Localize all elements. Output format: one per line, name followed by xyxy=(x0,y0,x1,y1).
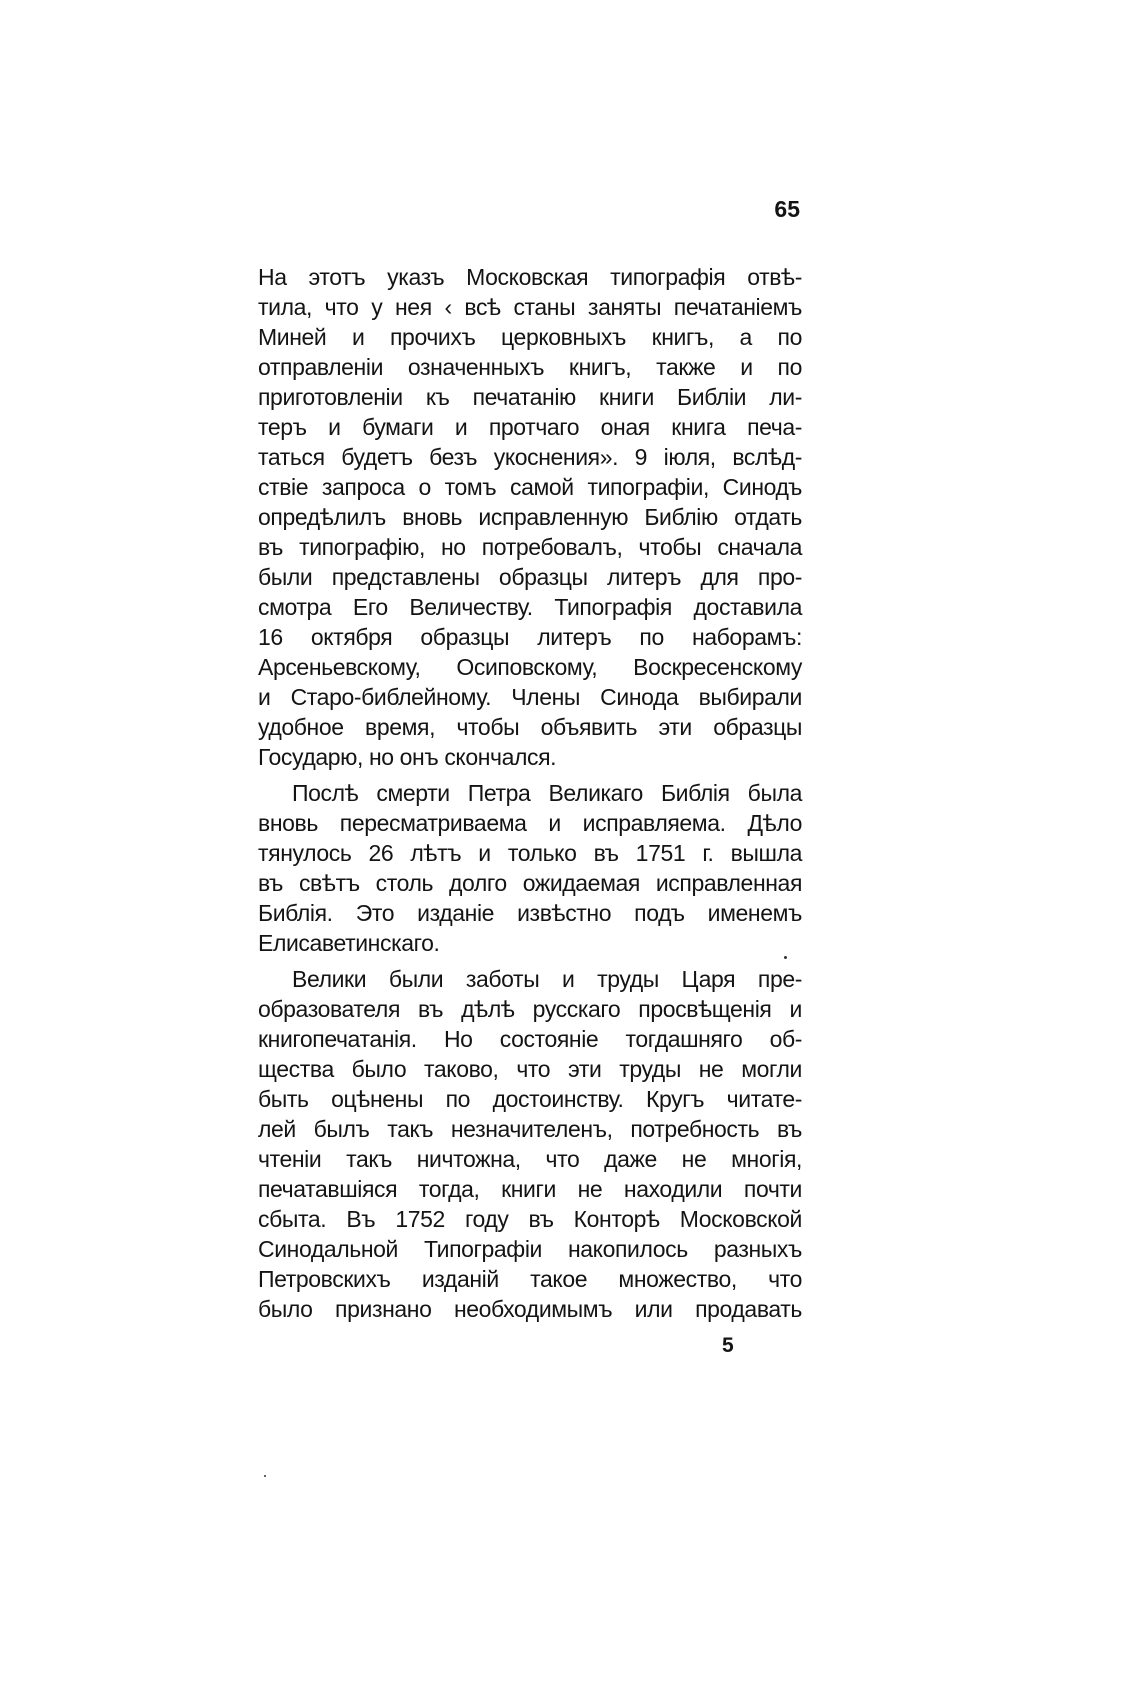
body-text xyxy=(258,262,802,1330)
text-line: щества было таково, что эти труды не могли xyxy=(258,1056,802,1082)
text-line: вновь пересматриваема и исправляема. Дѣло xyxy=(258,810,802,836)
text-line: чтеніи такъ ничтожна, что даже не многія, xyxy=(258,1146,802,1172)
text-line: теръ и бумаги и протчаго оная книга печа- xyxy=(258,414,802,440)
text-line: приготовленіи къ печатанію книги Библіи ли- xyxy=(258,384,802,410)
text-line: образователя въ дѣлѣ русскаго просвѣщенія и xyxy=(258,996,802,1022)
text-line: 16 октября образцы литеръ по наборамъ: xyxy=(258,624,802,650)
text-line: были представлены образцы литеръ для про- xyxy=(258,564,802,590)
text-line: сбыта. Въ 1752 году въ Конторѣ Московской xyxy=(258,1206,802,1232)
text-line: На этотъ указъ Московская типографія отвѣ- xyxy=(258,264,802,290)
text-line: лей былъ такъ незначителенъ, потребность въ xyxy=(258,1116,802,1142)
text-line: книгопечатанія. Но состояніе тогдашняго об- xyxy=(258,1026,802,1052)
text-line: быть оцѣнены по достоинству. Кругъ читате- xyxy=(258,1086,802,1112)
text-line: въ типографію, но потребовалъ, чтобы сначала xyxy=(258,534,802,560)
text-line: удобное время, чтобы объявить эти образцы xyxy=(258,714,802,740)
text-line: Государю, но онъ скончался. xyxy=(258,744,557,770)
text-line: въ свѣтъ столь долго ожидаемая исправленная xyxy=(258,870,802,896)
ink-speck xyxy=(264,1475,266,1477)
paragraph xyxy=(258,778,802,958)
text-line: отправленіи означенныхъ книгъ, также и по xyxy=(258,354,802,380)
text-line: тянулось 26 лѣтъ и только въ 1751 г. вышла xyxy=(258,840,802,866)
text-line: печатавшіяся тогда, книги не находили почти xyxy=(258,1176,802,1202)
paragraph xyxy=(258,262,802,772)
text-line: Петровскихъ изданій такое множество, что xyxy=(258,1266,802,1292)
text-line: Послѣ смерти Петра Великаго Библія была xyxy=(292,780,802,806)
text-line: Елисаветинскаго. xyxy=(258,930,440,956)
signature-mark: 5 xyxy=(722,1334,734,1357)
ink-speck xyxy=(784,956,787,959)
text-line: таться будетъ безъ укоснения». 9 іюля, вслѣд- xyxy=(258,444,802,470)
text-line: Библія. Это изданіе извѣстно подъ именемъ xyxy=(258,900,802,926)
paragraph xyxy=(258,964,802,1324)
text-line: ствіе запроса о томъ самой типографіи, Синодъ xyxy=(258,474,802,500)
text-line: опредѣлилъ вновь исправленную Библію отдать xyxy=(258,504,802,530)
text-line: смотра Его Величеству. Типографія доставила xyxy=(258,594,802,620)
text-line: было признано необходимымъ или продавать xyxy=(258,1296,802,1322)
text-line: Велики были заботы и труды Царя пре- xyxy=(292,966,802,992)
text-line: Миней и прочихъ церковныхъ книгъ, а по xyxy=(258,324,802,350)
text-line: Синодальной Типографіи накопилось разныхъ xyxy=(258,1236,802,1262)
text-line: Арсеньевскому, Осиповскому, Воскресенскому xyxy=(258,654,802,680)
text-line: тила, что у нея ‹ всѣ станы заняты печатаніемъ xyxy=(258,294,802,320)
text-line: и Старо-библейному. Члены Синода выбирали xyxy=(258,684,802,710)
page-number: 65 xyxy=(774,196,800,222)
